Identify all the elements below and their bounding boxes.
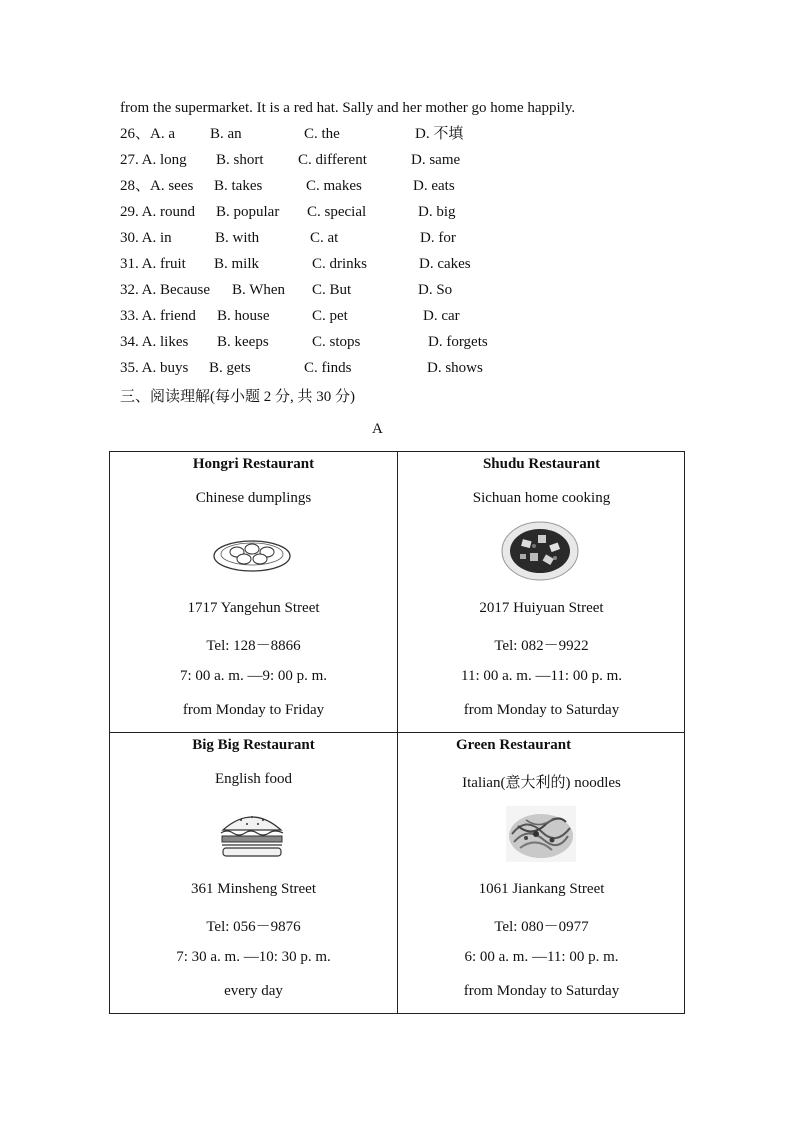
option-d: D. big <box>418 204 456 220</box>
option-b: B. popular <box>216 204 280 220</box>
option-d: D. forgets <box>428 334 488 350</box>
restaurant-days: from Monday to Friday <box>182 702 325 718</box>
restaurant-cell-bigbig <box>110 733 397 1013</box>
restaurant-name: Green Restaurant <box>455 737 572 753</box>
restaurant-days: from Monday to Saturday <box>463 983 620 999</box>
option-c: C. But <box>312 282 352 298</box>
option-c: C. finds <box>304 360 352 376</box>
restaurant-hours: 7: 30 a. m. —10: 30 p. m. <box>176 949 331 965</box>
option-b: B. an <box>210 126 242 142</box>
restaurant-days: from Monday to Saturday <box>463 702 620 718</box>
restaurant-food: English food <box>214 771 293 787</box>
option-d: D. 不填 <box>415 126 464 142</box>
restaurant-cell-hongri <box>110 452 397 732</box>
option-d: D. same <box>411 152 461 168</box>
restaurant-name: Hongri Restaurant <box>192 456 315 472</box>
option-c: C. the <box>304 126 340 142</box>
section-title: 三、阅读理解(每小题 2 分, 共 30 分) <box>120 389 355 405</box>
option-b: B. with <box>215 230 260 246</box>
restaurant-tel: Tel: 128－8866 <box>206 638 301 654</box>
option-d: D. eats <box>413 178 455 194</box>
restaurant-address: 361 Minsheng Street <box>191 881 316 897</box>
option-d: D. shows <box>427 360 483 376</box>
option-b: B. When <box>232 282 286 298</box>
option-c: C. pet <box>312 308 348 324</box>
option-a: 26、A. a <box>120 126 175 142</box>
option-b: B. house <box>217 308 270 324</box>
hamburger-icon <box>219 808 285 860</box>
option-b: B. milk <box>214 256 260 272</box>
option-a: 33. A. friend <box>120 308 196 324</box>
option-b: B. keeps <box>217 334 269 350</box>
restaurant-cell-shudu <box>398 452 685 732</box>
restaurant-food: Chinese dumplings <box>195 490 312 506</box>
passage-end-line: from the supermarket. It is a red hat. Sally and her mother go home happily. <box>120 100 576 116</box>
option-a: 32. A. Because <box>120 282 210 298</box>
option-a: 34. A. likes <box>120 334 189 350</box>
option-b: B. gets <box>209 360 251 376</box>
option-d: D. for <box>420 230 456 246</box>
restaurant-address: 1061 Jiankang Street <box>478 881 605 897</box>
option-c: C. at <box>310 230 339 246</box>
option-a: 29. A. round <box>120 204 195 220</box>
option-a: 35. A. buys <box>120 360 189 376</box>
restaurant-cell-green <box>398 733 685 1013</box>
option-b: B. takes <box>214 178 263 194</box>
restaurant-hours: 7: 00 a. m. —9: 00 p. m. <box>179 668 328 684</box>
restaurant-name: Shudu Restaurant <box>482 456 601 472</box>
restaurant-name: Big Big Restaurant <box>192 737 315 753</box>
restaurant-days: every day <box>224 983 283 999</box>
option-a: 31. A. fruit <box>120 256 186 272</box>
passage-label: A <box>372 421 383 437</box>
restaurant-address: 2017 Huiyuan Street <box>479 600 604 616</box>
option-d: D. car <box>423 308 460 324</box>
restaurant-tel: Tel: 080－0977 <box>494 919 589 935</box>
noodles-photo <box>506 806 576 862</box>
restaurant-hours: 11: 00 a. m. —11: 00 p. m. <box>461 668 622 684</box>
restaurant-food: Italian(意大利的) noodles <box>462 775 621 791</box>
option-c: C. stops <box>312 334 361 350</box>
option-a: 27. A. long <box>120 152 187 168</box>
restaurant-tel: Tel: 082－9922 <box>494 638 589 654</box>
sichuan-dish-photo <box>500 520 580 582</box>
restaurant-table <box>109 451 685 1014</box>
option-a: 30. A. in <box>120 230 172 246</box>
restaurant-food: Sichuan home cooking <box>472 490 611 506</box>
option-b: B. short <box>216 152 264 168</box>
option-c: C. special <box>307 204 367 220</box>
restaurant-hours: 6: 00 a. m. —11: 00 p. m. <box>464 949 619 965</box>
option-c: C. drinks <box>312 256 368 272</box>
option-a: 28、A. sees <box>120 178 194 194</box>
restaurant-address: 1717 Yangehun Street <box>187 600 320 616</box>
dumplings-plate-icon <box>212 530 292 574</box>
option-c: C. different <box>298 152 367 168</box>
option-d: D. So <box>418 282 453 298</box>
option-c: C. makes <box>306 178 362 194</box>
restaurant-tel: Tel: 056－9876 <box>206 919 301 935</box>
option-d: D. cakes <box>419 256 471 272</box>
